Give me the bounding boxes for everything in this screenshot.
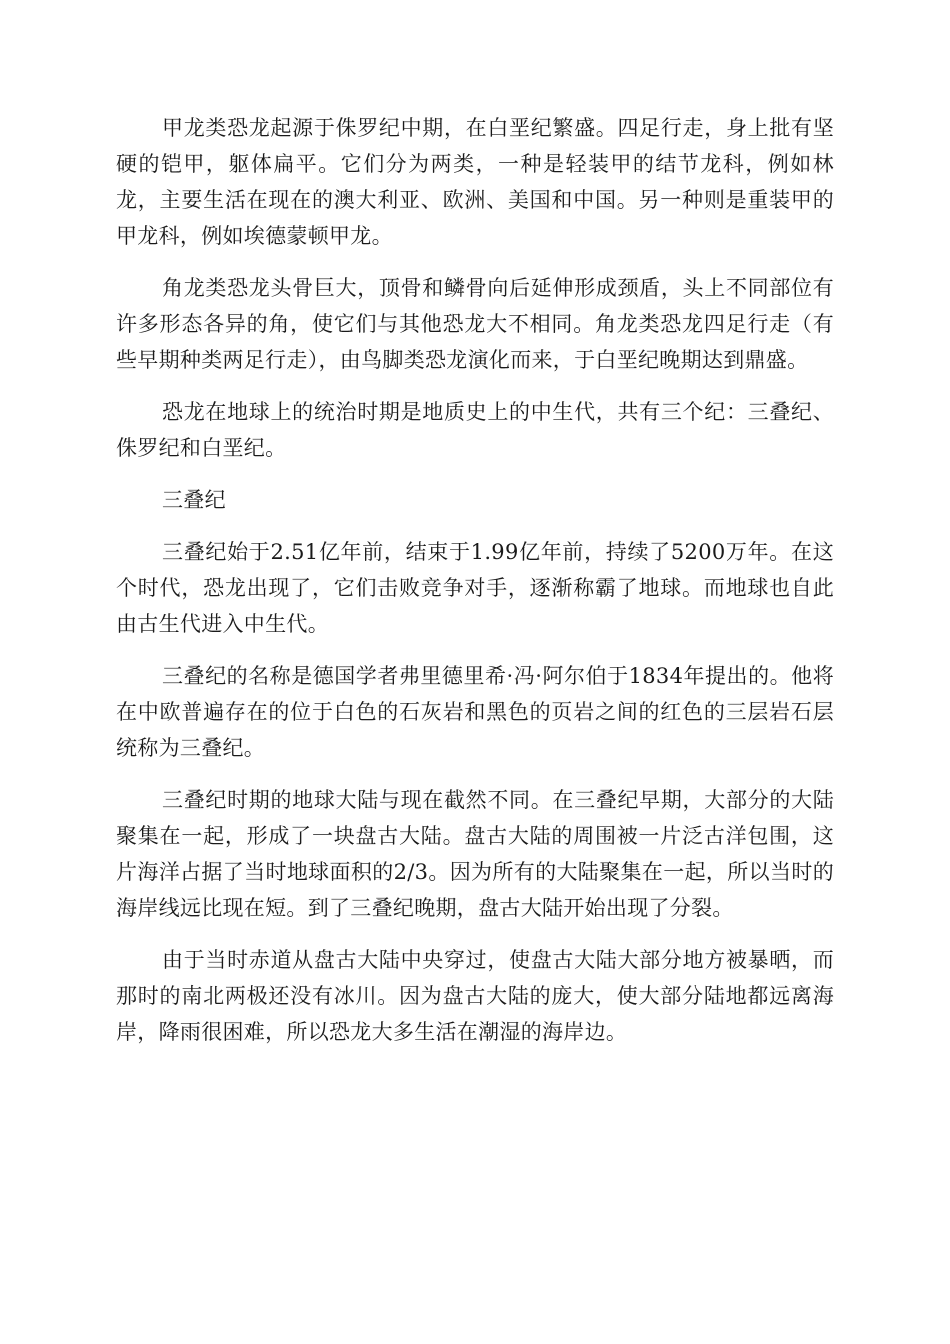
paragraph-ankylosaurs: 甲龙类恐龙起源于侏罗纪中期，在白垩纪繁盛。四足行走，身上批有坚硬的铠甲，躯体扁平。它们分为两类，一种是轻装甲的结节龙科，例如林龙，主要生活在现在的澳大利亚、欧洲、美国和中国。另一种则是重装甲的甲龙科，例如埃德蒙顿甲龙。 [116, 116, 834, 248]
paragraph-mesozoic: 恐龙在地球上的统治时期是地质史上的中生代，共有三个纪：三叠纪、侏罗纪和白垩纪。 [116, 400, 834, 460]
paragraph-ceratopsians: 角龙类恐龙头骨巨大，顶骨和鳞骨向后延伸形成颈盾，头上不同部位有许多形态各异的角，使它们与其他恐龙大不相同。角龙类恐龙四足行走（有些早期种类两足行走），由鸟脚类恐龙演化而来，于白垩纪晚期达到鼎盛。 [116, 276, 834, 372]
paragraph-triassic-continents: 三叠纪时期的地球大陆与现在截然不同。在三叠纪早期，大部分的大陆聚集在一起，形成了一块盘古大陆。盘古大陆的周围被一片泛古洋包围，这片海洋占据了当时地球面积的2/3。因为所有的大陆聚集在一起，所以当时的海岸线远比现在短。到了三叠纪晚期，盘古大陆开始出现了分裂。 [116, 788, 834, 920]
paragraph-triassic-climate: 由于当时赤道从盘古大陆中央穿过，使盘古大陆大部分地方被暴晒，而那时的南北两极还没有冰川。因为盘古大陆的庞大，使大部分陆地都远离海岸，降雨很困难，所以恐龙大多生活在潮湿的海岸边。 [116, 948, 834, 1044]
paragraph-triassic-duration: 三叠纪始于2.51亿年前，结束于1.99亿年前，持续了5200万年。在这个时代，恐龙出现了，它们击败竞争对手，逐渐称霸了地球。而地球也自此由古生代进入中生代。 [116, 540, 834, 636]
document-body [116, 110, 834, 1066]
paragraph-triassic-name: 三叠纪的名称是德国学者弗里德里希·冯·阿尔伯于1834年提出的。他将在中欧普遍存在的位于白色的石灰岩和黑色的页岩之间的红色的三层岩石层统称为三叠纪。 [116, 664, 834, 760]
section-heading-triassic: 三叠纪 [162, 488, 226, 512]
